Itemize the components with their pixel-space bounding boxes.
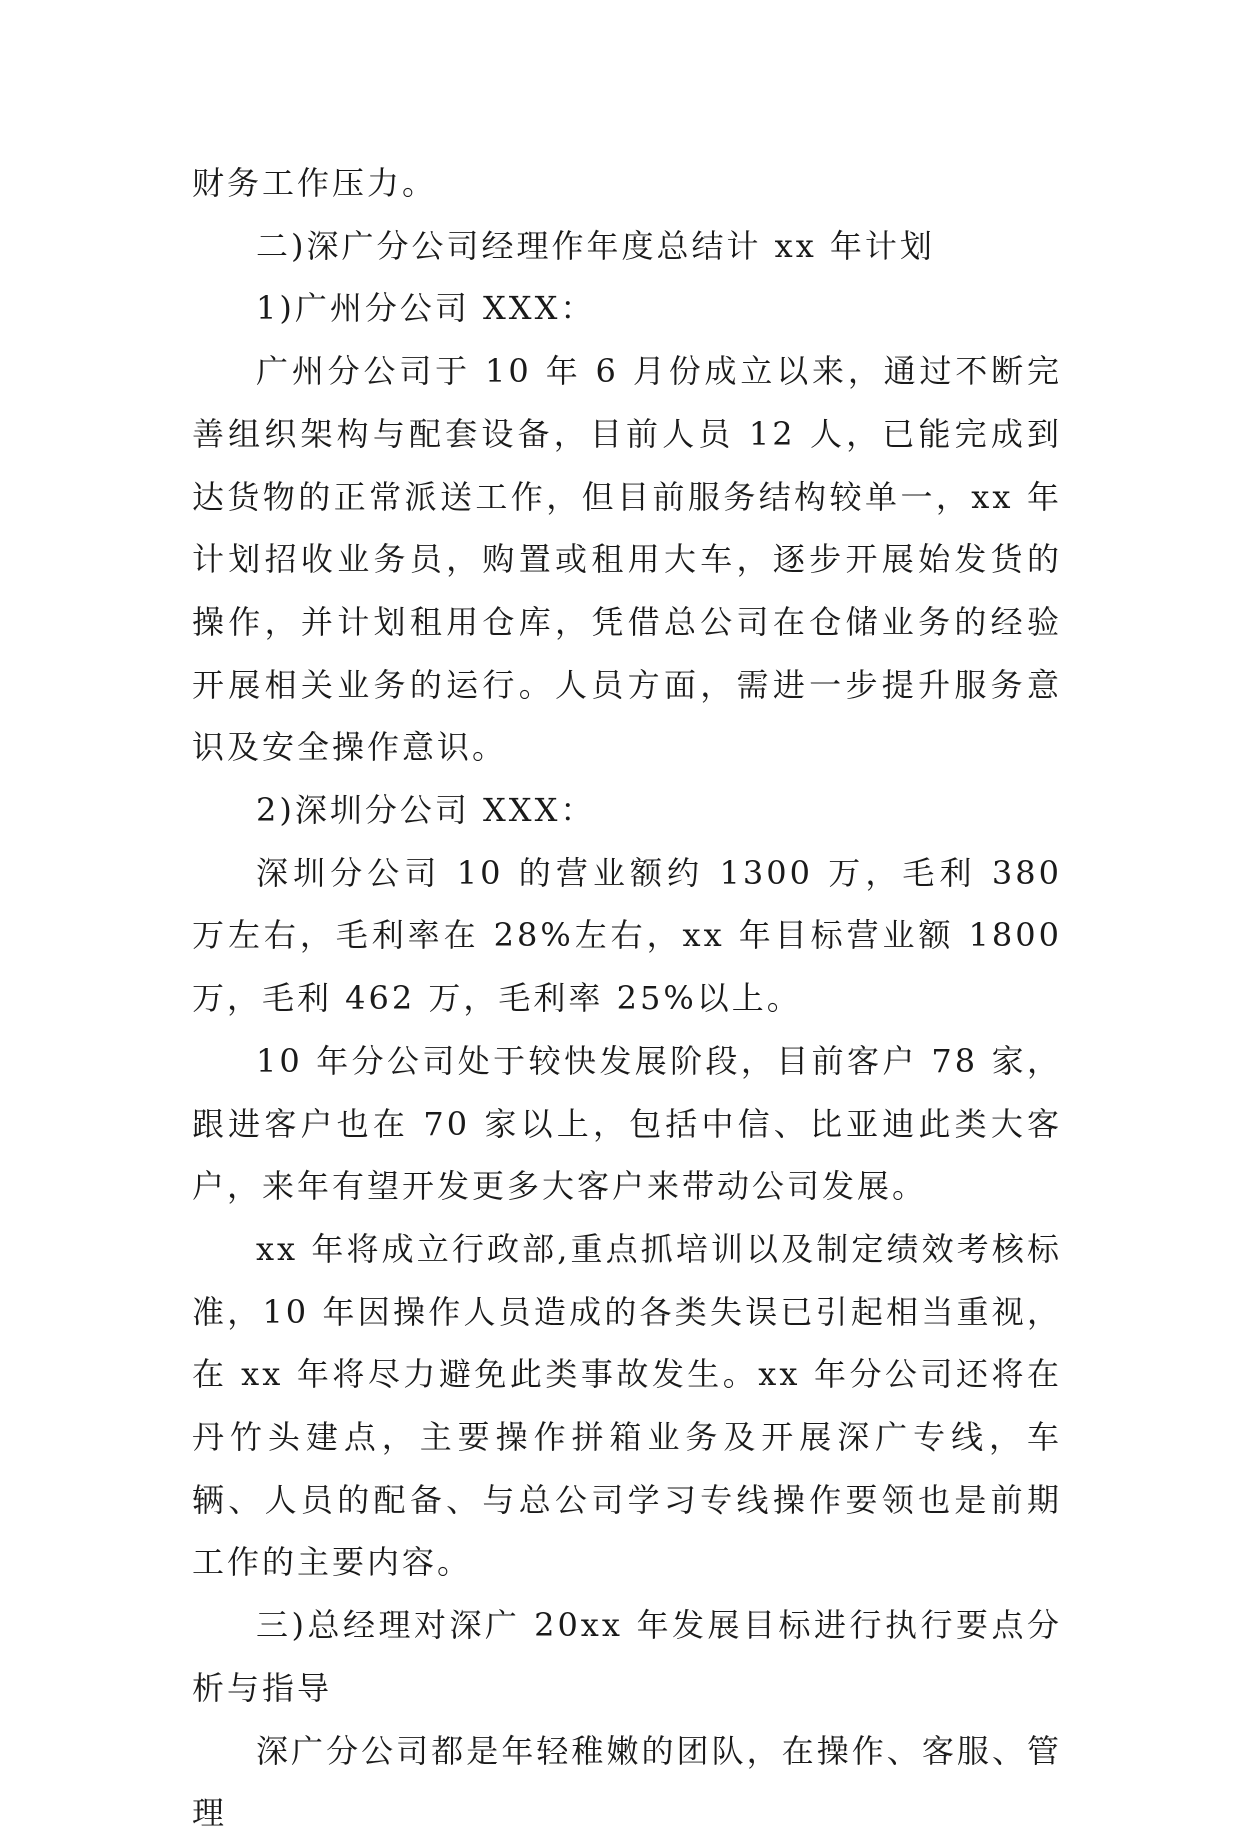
- section-heading-3: 三)总经理对深广 20xx 年发展目标进行执行要点分析与指导: [192, 1606, 1062, 1707]
- paragraph-guangzhou: 广州分公司于 10 年 6 月份成立以来，通过不断完善组织架构与配套设备，目前人员 12 人，已能完成到达货物的正常派送工作，但目前服务结构较单一，xx 年计划招收业务员，购置或租用大车，逐步开展始发货的操作，并计划租用仓库，凭借总公司在仓储业务的经验开展相关业务的运行。人员方面，需进一步提升服务意识及安全操作意识。: [192, 352, 1062, 767]
- section-heading-2: 二)深广分公司经理作年度总结计 xx 年计划: [256, 226, 935, 265]
- paragraph-team: 深广分公司都是年轻稚嫩的团队，在操作、客服、管理: [192, 1731, 1062, 1833]
- paragraph-shenzhen-revenue: 深圳分公司 10 的营业额约 1300 万，毛利 380 万左右，毛利率在 28%左右，xx 年目标营业额 1800 万，毛利 462 万，毛利率 25%以上。: [192, 853, 1062, 1018]
- paragraph-continuation: 财务工作压力。: [192, 164, 438, 202]
- paragraph-shenzhen-customers: 10 年分公司处于较快发展阶段，目前客户 78 家，跟进客户也在 70 家以上，包括中信、比亚迪此类大客户，来年有望开发更多大客户来带动公司发展。: [192, 1041, 1062, 1206]
- subheading-guangzhou: 1)广州分公司 XXX：: [256, 289, 596, 328]
- document-body: [192, 152, 1062, 1845]
- subheading-shenzhen: 2)深圳分公司 XXX：: [256, 791, 596, 830]
- paragraph-shenzhen-plan: xx 年将成立行政部,重点抓培训以及制定绩效考核标准，10 年因操作人员造成的各类失误已引起相当重视，在 xx 年将尽力避免此类事故发生。xx 年分公司还将在丹竹头建点，主要操作拼箱业务及开展深广专线，车辆、人员的配备、与总公司学习专线操作要领也是前期工作的主要内容。: [192, 1229, 1062, 1582]
